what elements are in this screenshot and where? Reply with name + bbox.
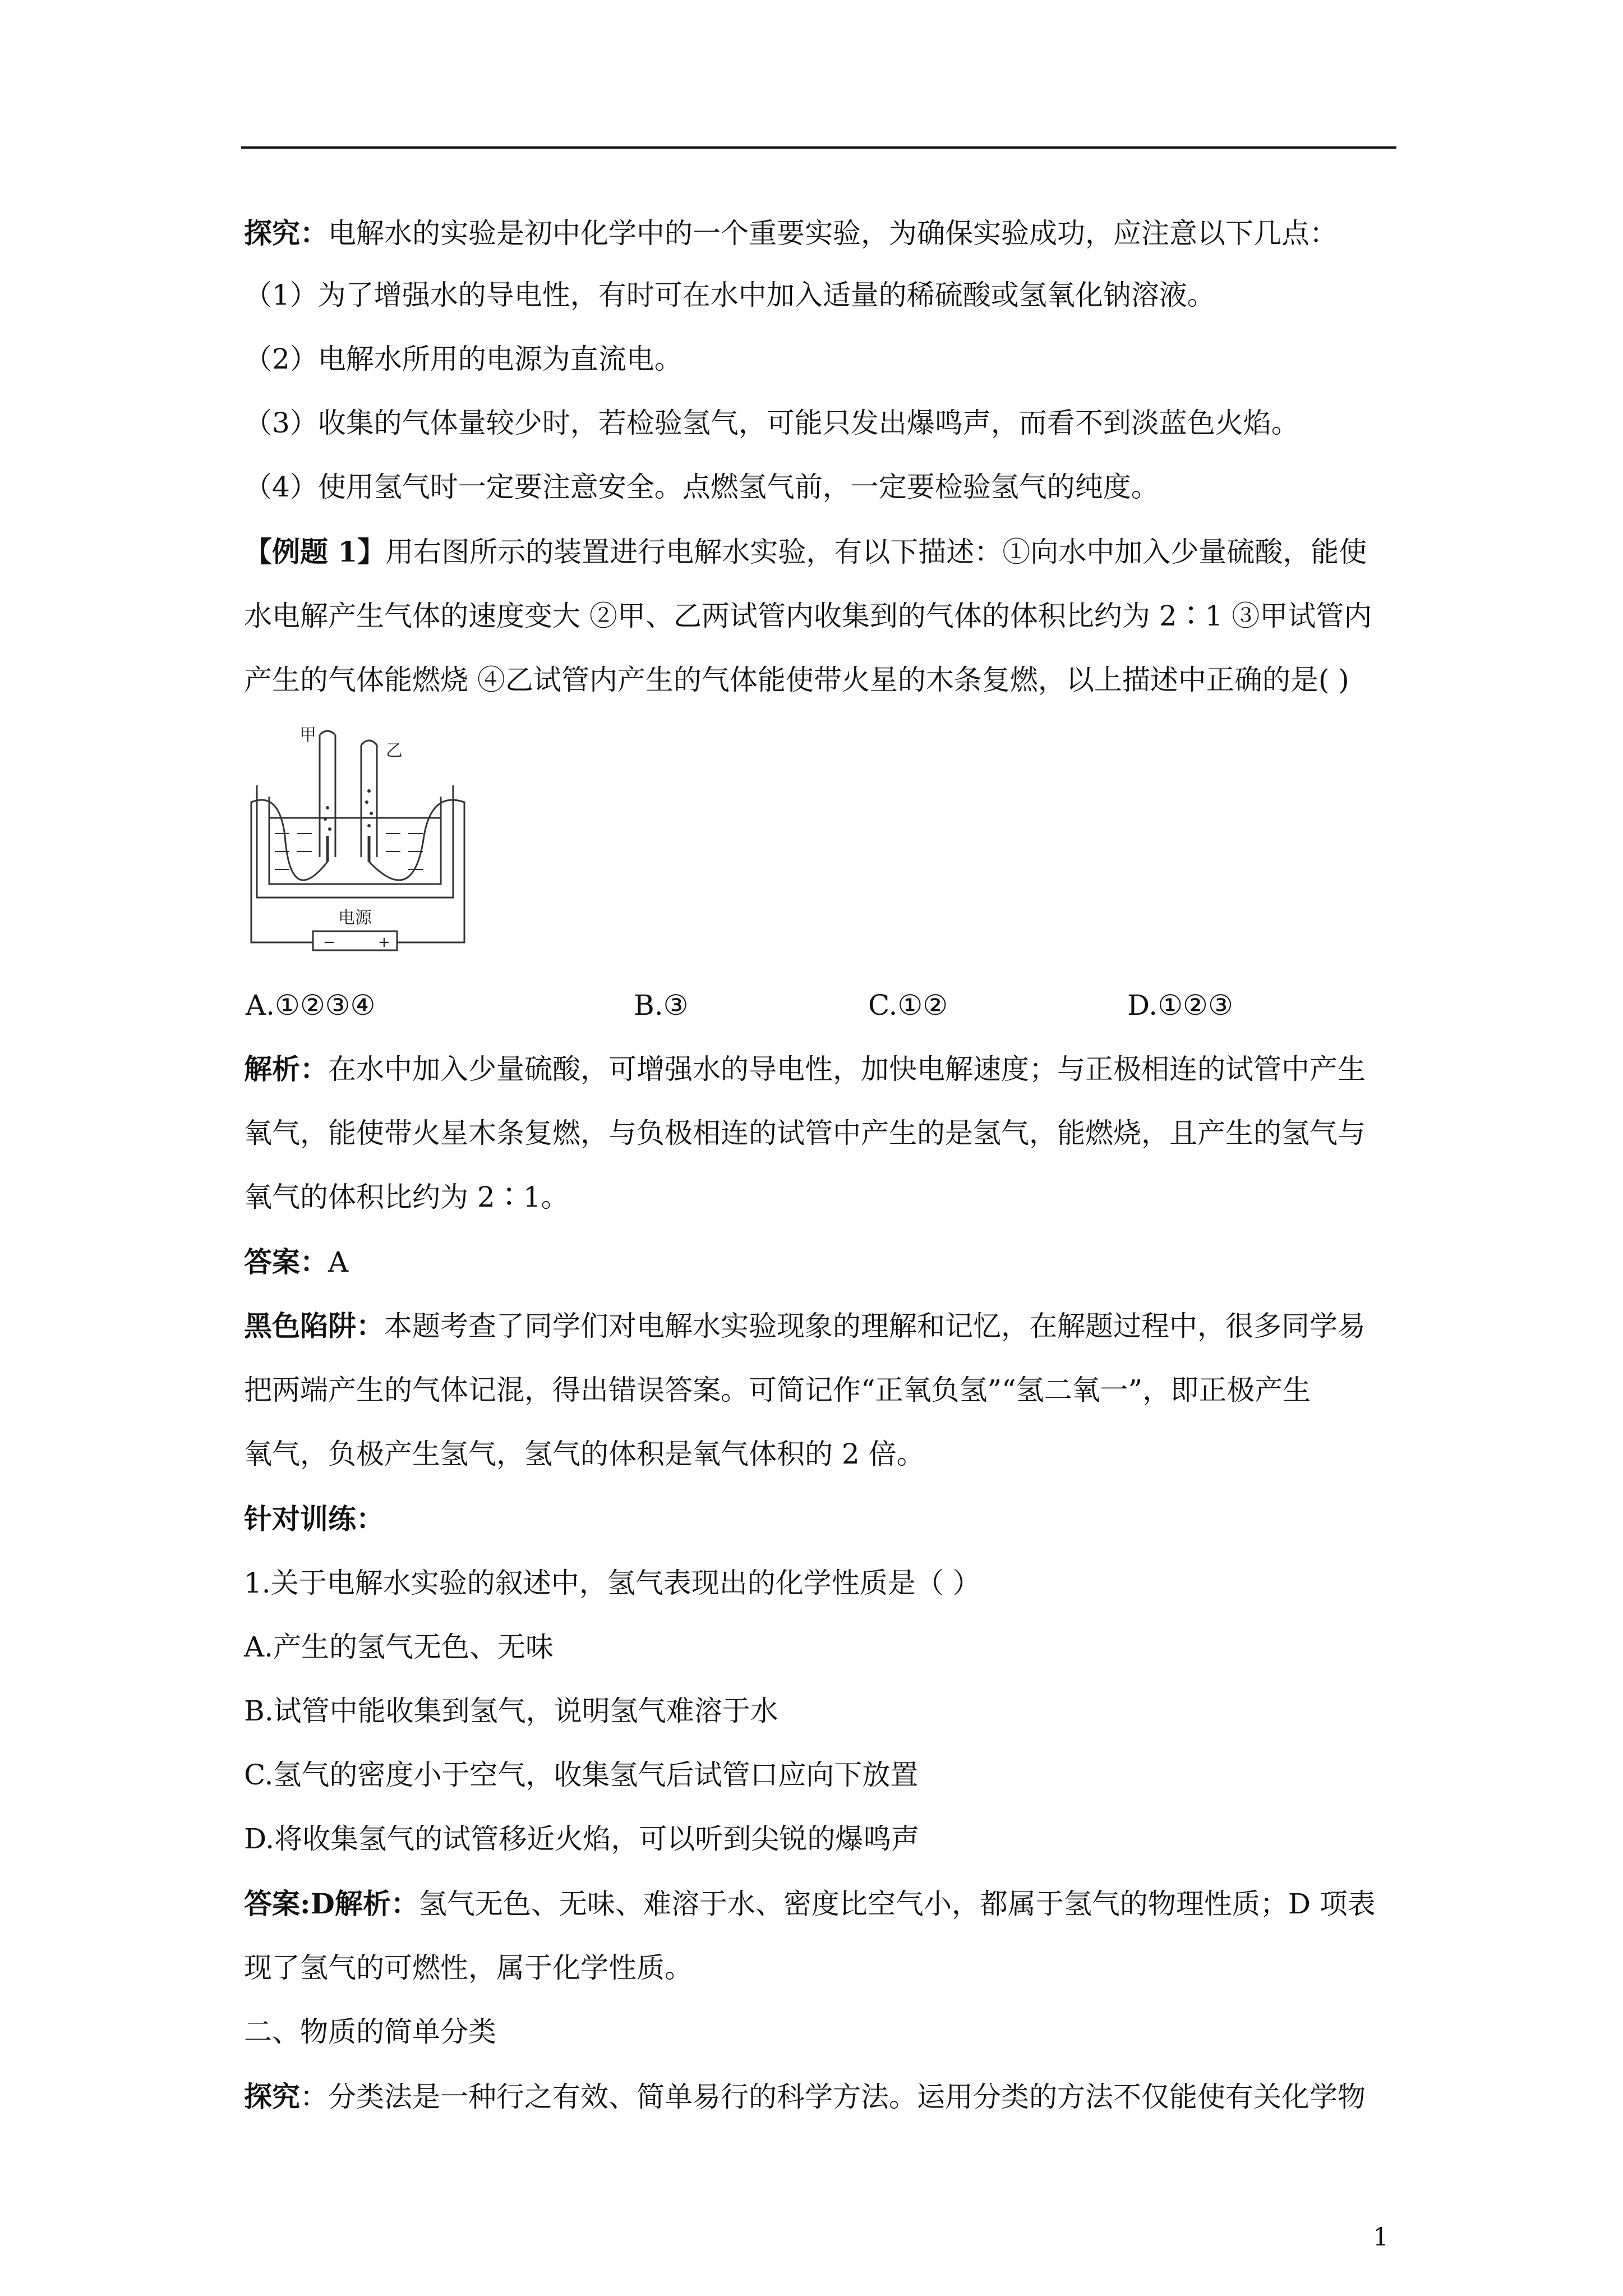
trap-line-2: 把两端产生的气体记混，得出错误答案。可简记作“正氧负氢”“氢二氧一”，即正极产生 (244, 1374, 1311, 1406)
trap-line-3: 氧气，负极产生氢气，氢气的体积是氧气体积的 2 倍。 (244, 1438, 925, 1470)
analysis-line-2: 氧气，能使带火星木条复燃，与负极相连的试管中产生的是氢气，能燃烧，且产生的氢气与 (244, 1117, 1366, 1149)
tube-label-jia: 甲 (299, 725, 316, 745)
explore-paragraph (244, 215, 1338, 251)
question-1-option-b: B.试管中能收集到氢气，说明氢气难溶于水 (244, 1695, 778, 1727)
explore-2-paragraph (244, 2079, 1366, 2115)
page-number: 1 (1373, 2223, 1389, 2252)
header-rule (241, 146, 1396, 149)
answer-2-label: 答案: (244, 1887, 311, 1920)
answer-value: A (328, 1246, 349, 1278)
point-2: （2）电解水所用的电源为直流电。 (244, 343, 683, 375)
point-1: （1）为了增强水的导电性，有时可在水中加入适量的稀硫酸或氢氧化钠溶液。 (244, 279, 1215, 311)
negative-terminal: − (323, 934, 335, 951)
question-1-stem: 1.关于电解水实验的叙述中，氢气表现出的化学性质是（ ） (244, 1567, 981, 1599)
power-source-label: 电源 (338, 908, 372, 928)
answer-1 (244, 1244, 348, 1280)
analysis-line-3: 氧气的体积比约为 2∶1。 (244, 1181, 569, 1213)
electrolysis-apparatus-figure (246, 724, 470, 954)
option-c: C.①② (868, 989, 948, 1022)
option-b: B.③ (634, 989, 689, 1022)
analysis-line-1: 解析：在水中加入少量硫酸，可增强水的导电性，加快电解速度；与正极相连的试管中产生 (244, 1052, 1366, 1085)
option-a: A.①②③④ (246, 989, 376, 1022)
trap-line-1: 黑色陷阱：本题考查了同学们对电解水实验现象的理解和记忆，在解题过程中，很多同学易 (244, 1309, 1366, 1342)
explore-2-text: ：分类法是一种行之有效、简单易行的科学方法。运用分类的方法不仅能使有关化学物 (300, 2081, 1366, 2113)
question-1-option-c: C.氢气的密度小于空气，收集氢气后试管口应向下放置 (244, 1759, 919, 1791)
example-line-1: 【例题 1】用右图所示的装置进行电解水实验，有以下描述：①向水中加入少量硫酸，能使 (244, 535, 1367, 568)
tube-label-yi: 乙 (386, 741, 403, 761)
answer-2-line-1: 答案:D解析：氢气无色、无味、难溶于水、密度比空气小，都属于氢气的物理性质；D 项表 (244, 1887, 1376, 1920)
answer-2-line-2: 现了氢气的可燃性，属于化学性质。 (244, 1952, 693, 1984)
explore-label: 探究： (244, 217, 328, 250)
example-line-3: 产生的气体能燃烧 ④乙试管内产生的气体能使带火星的木条复燃，以上描述中正确的是( ) (244, 664, 1349, 696)
point-4: （4）使用氢气时一定要注意安全。点燃氢气前，一定要检验氢气的纯度。 (244, 471, 1159, 503)
answer-label: 答案： (244, 1245, 328, 1278)
question-1-option-a: A.产生的氢气无色、无味 (244, 1631, 554, 1663)
section-2-heading: 二、物质的简单分类 (244, 2016, 496, 2048)
explore-text: 电解水的实验是初中化学中的一个重要实验，为确保实验成功，应注意以下几点： (328, 217, 1338, 250)
question-1-option-d: D.将收集氢气的试管移近火焰，可以听到尖锐的爆鸣声 (244, 1823, 920, 1855)
example-line-2: 水电解产生气体的速度变大 ②甲、乙两试管内收集到的气体的体积比约为 2∶1 ③甲试管内 (244, 600, 1372, 632)
example-label: 【例题 1】 (244, 535, 386, 568)
answer-2-analysis-label: 解析： (334, 1887, 419, 1920)
trap-label: 黑色陷阱： (244, 1309, 384, 1342)
option-d: D.①②③ (1127, 989, 1233, 1022)
explore-2-label: 探究 (244, 2080, 300, 2113)
answer-2-value: D (310, 1887, 335, 1920)
analysis-label: 解析： (244, 1052, 328, 1085)
positive-terminal: + (378, 934, 390, 951)
point-3: （3）收集的气体量较少时，若检验氢气，可能只发出爆鸣声，而看不到淡蓝色火焰。 (244, 407, 1299, 439)
training-title: 针对训练： (244, 1502, 384, 1535)
